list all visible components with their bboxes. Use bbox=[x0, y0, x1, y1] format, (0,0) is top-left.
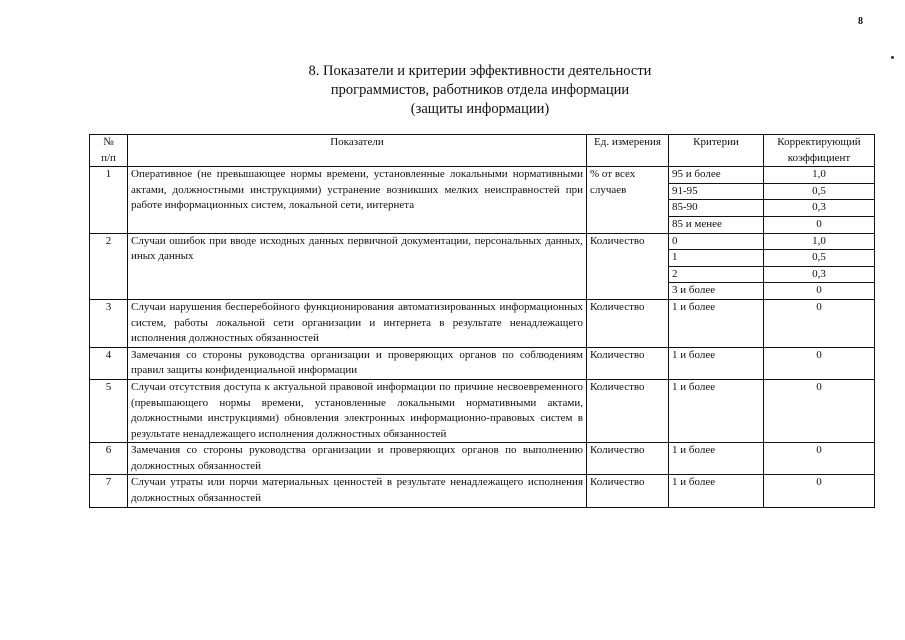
indicator-text: Замечания со стороны руководства организации и проверяющих органов по соблюдениям правил защиты конфиденциальной информации bbox=[128, 347, 587, 379]
unit-text: Количество bbox=[587, 443, 669, 475]
scan-speck bbox=[891, 56, 894, 59]
row-number: 5 bbox=[90, 379, 128, 442]
coefficient-value: 1,0 bbox=[764, 167, 875, 184]
page-number: 8 bbox=[858, 16, 863, 27]
indicator-text: Случаи ошибок при вводе исходных данных первичной документации, персональных данных, иных данных bbox=[128, 233, 587, 299]
unit-text: Количество bbox=[587, 299, 669, 347]
criterion-value: 1 bbox=[669, 250, 764, 267]
criterion-value: 95 и более bbox=[669, 167, 764, 184]
indicator-text: Случаи нарушения бесперебойного функционирования автоматизированных информационных систем, работы локальной сети организации и интернета в результате ненадлежащего исполнения должностных обязанностей bbox=[128, 299, 587, 347]
table-row bbox=[90, 443, 875, 475]
criterion-value: 1 и более bbox=[669, 475, 764, 507]
coefficient-value: 0,3 bbox=[764, 200, 875, 217]
title-line-1: 8. Показатели и критерии эффективности деятельности bbox=[308, 63, 652, 79]
header-indicator: Показатели bbox=[128, 135, 587, 167]
header-row bbox=[90, 135, 875, 167]
coefficient-value: 0 bbox=[764, 475, 875, 507]
criteria-table bbox=[89, 134, 875, 508]
row-number: 6 bbox=[90, 443, 128, 475]
coefficient-value: 1,0 bbox=[764, 233, 875, 250]
row-number: 1 bbox=[90, 167, 128, 233]
table-row bbox=[90, 475, 875, 507]
table-row bbox=[90, 167, 875, 184]
table-row bbox=[90, 233, 875, 250]
header-num-line-2: п/п bbox=[101, 151, 116, 164]
criterion-value: 1 и более bbox=[669, 443, 764, 475]
indicator-text: Оперативное (не превышающее нормы времени, установленные локальными нормативными актами, должностными инструкциями) устранение возникших мелких неисправностей при работе информационных систем, локальной сети, интернета bbox=[128, 167, 587, 233]
coefficient-value: 0,5 bbox=[764, 183, 875, 200]
table-row bbox=[90, 347, 875, 379]
row-number: 2 bbox=[90, 233, 128, 299]
indicator-text: Случаи утраты или порчи материальных ценностей в результате ненадлежащего исполнения должностных обязанностей bbox=[128, 475, 587, 507]
row-number: 7 bbox=[90, 475, 128, 507]
criterion-value: 2 bbox=[669, 266, 764, 283]
unit-text: % от всех случаев bbox=[587, 167, 669, 233]
title-line-3: (защиты информации) bbox=[410, 101, 550, 117]
coefficient-value: 0 bbox=[764, 379, 875, 442]
criterion-value: 1 и более bbox=[669, 347, 764, 379]
criterion-value: 3 и более bbox=[669, 283, 764, 300]
unit-text: Количество bbox=[587, 233, 669, 299]
document-title bbox=[230, 62, 730, 119]
coefficient-value: 0,5 bbox=[764, 250, 875, 267]
coefficient-value: 0 bbox=[764, 216, 875, 233]
table-row bbox=[90, 299, 875, 347]
criterion-value: 85 и менее bbox=[669, 216, 764, 233]
header-num bbox=[90, 135, 128, 167]
coefficient-value: 0 bbox=[764, 299, 875, 347]
criterion-value: 85-90 bbox=[669, 200, 764, 217]
coefficient-value: 0,3 bbox=[764, 266, 875, 283]
unit-text: Количество bbox=[587, 347, 669, 379]
indicator-text: Замечания со стороны руководства организации и проверяющих органов по выполнению должностных обязанностей bbox=[128, 443, 587, 475]
header-coefficient: Корректирующий коэффициент bbox=[764, 135, 875, 167]
indicator-text: Случаи отсутствия доступа к актуальной правовой информации по причине несвоевременного (превышающего нормы времени, установленные локальными нормативными актами, должностными инструкциями) обновления электронных информационно-правовых систем в результате ненадлежащего исполнения должностных обязанностей bbox=[128, 379, 587, 442]
row-number: 4 bbox=[90, 347, 128, 379]
unit-text: Количество bbox=[587, 379, 669, 442]
title-line-2: программистов, работников отдела информации bbox=[330, 82, 630, 98]
header-criteria: Критерии bbox=[669, 135, 764, 167]
criterion-value: 1 и более bbox=[669, 379, 764, 442]
row-number: 3 bbox=[90, 299, 128, 347]
coefficient-value: 0 bbox=[764, 443, 875, 475]
unit-text: Количество bbox=[587, 475, 669, 507]
criterion-value: 0 bbox=[669, 233, 764, 250]
criterion-value: 91-95 bbox=[669, 183, 764, 200]
coefficient-value: 0 bbox=[764, 347, 875, 379]
coefficient-value: 0 bbox=[764, 283, 875, 300]
header-unit: Ед. измерения bbox=[587, 135, 669, 167]
header-num-line-1: № bbox=[103, 136, 114, 148]
table-row bbox=[90, 379, 875, 442]
criterion-value: 1 и более bbox=[669, 299, 764, 347]
